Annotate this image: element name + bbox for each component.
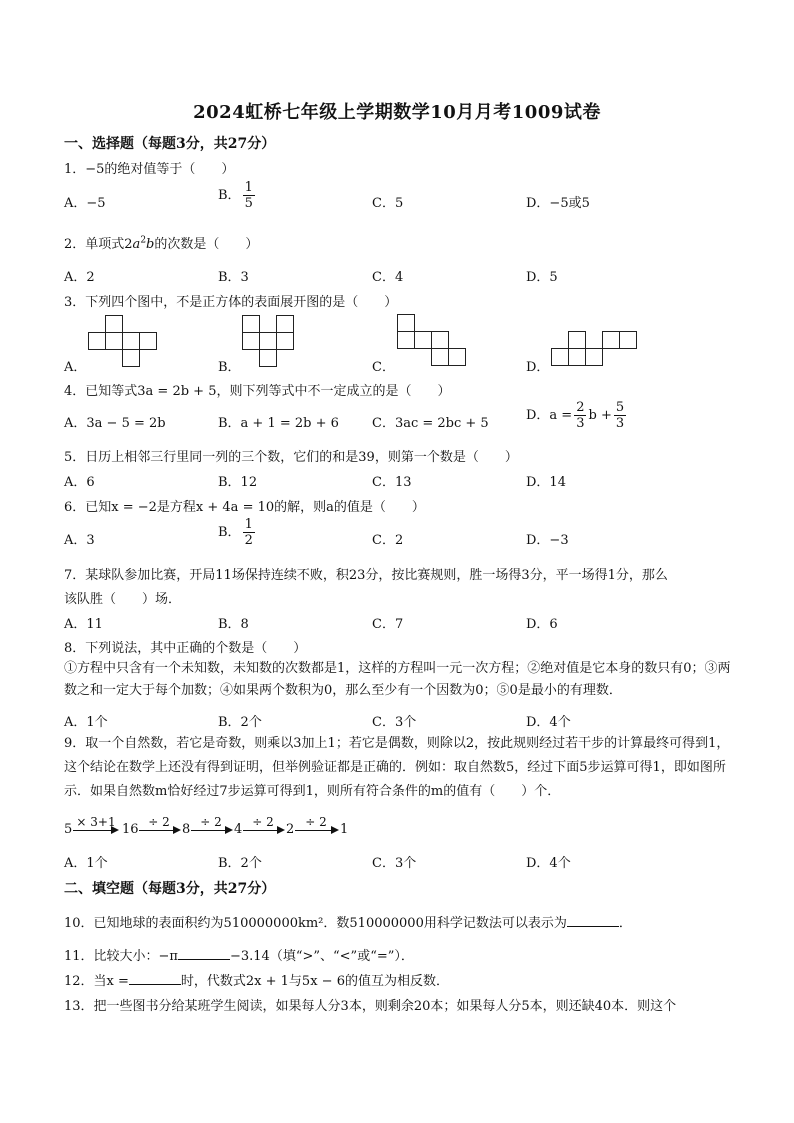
option-d-prefix: D．a = bbox=[526, 408, 573, 423]
question-1-option-a: A．−5 bbox=[64, 196, 106, 211]
q2-var-a: a bbox=[132, 237, 141, 252]
fraction-denominator: 2 bbox=[244, 533, 253, 548]
fraction bbox=[614, 400, 626, 431]
flow-arrow bbox=[295, 815, 337, 842]
question-7-line-2: 该队胜（ ）场． bbox=[64, 592, 182, 607]
question-1-option-c: C．5 bbox=[372, 196, 404, 211]
net-square bbox=[551, 348, 569, 366]
question-3-option-b: B． bbox=[218, 360, 241, 375]
q10-text: 10．已知地球的表面积约为510000000km²．数510000000用科学记数法可以表示为 bbox=[64, 916, 567, 931]
net-square bbox=[122, 332, 140, 350]
fraction-denominator: 3 bbox=[615, 416, 625, 431]
question-6-option-a: A．3 bbox=[64, 533, 95, 548]
fraction bbox=[243, 517, 255, 548]
question-6-option-d: D．−3 bbox=[526, 533, 569, 548]
question-3-option-c: C． bbox=[372, 360, 395, 375]
question-12 bbox=[64, 970, 449, 989]
option-d-mid: b + bbox=[588, 408, 612, 423]
question-4-option-a: A．3a − 5 = 2b bbox=[64, 416, 166, 431]
fraction-numerator: 1 bbox=[244, 180, 253, 195]
flow-number: 5 bbox=[64, 822, 73, 837]
flow-arrow bbox=[139, 815, 179, 842]
flow-operation: × 3+1 bbox=[76, 815, 116, 829]
q2-stem-pre: 2．单项式2 bbox=[64, 237, 133, 252]
flow-operation: ÷ 2 bbox=[200, 815, 222, 829]
question-7-option-d: D．6 bbox=[526, 617, 558, 632]
q10-end: ． bbox=[618, 916, 632, 931]
flow-number: 4 bbox=[234, 822, 243, 837]
net-square bbox=[448, 348, 466, 366]
question-11 bbox=[64, 945, 414, 964]
question-13: 13．把一些图书分给某班学生阅读，如果每人分3本，则剩余20本；如果每人分5本，则还缺40本．则这个 bbox=[64, 999, 677, 1014]
answer-blank[interactable] bbox=[178, 948, 230, 960]
flow-operation: ÷ 2 bbox=[305, 815, 327, 829]
q2-exponent: 2 bbox=[140, 235, 147, 246]
section-heading-fill-in: 二、填空题（每题3分，共27分） bbox=[64, 881, 276, 897]
question-8-stem: 8．下列说法，其中正确的个数是（ ） bbox=[64, 641, 307, 656]
net-square bbox=[242, 332, 260, 350]
net-square bbox=[431, 348, 449, 366]
section-heading-choice: 一、选择题（每题3分，共27分） bbox=[64, 136, 276, 152]
question-4-option-d bbox=[526, 400, 628, 431]
question-5-stem: 5．日历上相邻三行里同一列的三个数，它们的和是39，则第一个数是（ ） bbox=[64, 450, 518, 465]
net-square bbox=[242, 315, 260, 333]
question-2-stem bbox=[64, 233, 258, 252]
question-3-stem: 3．下列四个图中，不是正方体的表面展开图的是（ ） bbox=[64, 295, 398, 310]
net-square bbox=[568, 331, 586, 349]
question-9-option-d: D．4个 bbox=[526, 856, 571, 871]
net-square bbox=[122, 349, 140, 367]
net-square bbox=[139, 332, 157, 350]
question-7-option-a: A．11 bbox=[64, 617, 103, 632]
net-square bbox=[397, 314, 415, 332]
question-9-stem: 9．取一个自然数，若它是奇数，则乘以3加上1；若它是偶数，则除以2，按此规则经过若干步的计算最终可得到1，这个结论在数学上还没有得到证明，但举例验证都是正确的．例如：取自然数5，经过下面5步运算可得1，即如图所示．如果自然数m恰好经过7步运算可得到1，则所有符合条件的m的值有（ ）个． bbox=[64, 736, 730, 799]
net-square bbox=[414, 331, 432, 349]
fraction-denominator: 5 bbox=[244, 196, 253, 211]
question-9-option-c: C．3个 bbox=[372, 856, 417, 871]
fraction bbox=[574, 400, 586, 431]
question-2-option-b: B．3 bbox=[218, 270, 249, 285]
q2-var-b: b bbox=[146, 237, 155, 252]
net-square bbox=[568, 348, 586, 366]
flow-operation: ÷ 2 bbox=[252, 815, 274, 829]
flow-arrow bbox=[73, 815, 119, 842]
net-square bbox=[585, 348, 603, 366]
question-1-option-d: D．−5或5 bbox=[526, 196, 590, 211]
net-square bbox=[105, 332, 123, 350]
q11-end: −3.14（填“>”、“<”或“=”）． bbox=[229, 949, 414, 964]
question-5-option-d: D．14 bbox=[526, 475, 566, 490]
question-5-option-c: C．13 bbox=[372, 475, 412, 490]
question-8-option-c: C．3个 bbox=[372, 715, 417, 730]
answer-blank[interactable] bbox=[567, 915, 619, 927]
net-square bbox=[259, 349, 277, 367]
flow-arrow bbox=[243, 815, 283, 842]
question-5-option-b: B．12 bbox=[218, 475, 258, 490]
flow-operation: ÷ 2 bbox=[148, 815, 170, 829]
question-8-option-b: B．2个 bbox=[218, 715, 262, 730]
q11-text: 11．比较大小：−π bbox=[64, 949, 178, 964]
question-7-option-c: C．7 bbox=[372, 617, 404, 632]
option-b-prefix: B． bbox=[218, 525, 241, 540]
net-square bbox=[619, 331, 637, 349]
fraction bbox=[243, 180, 255, 211]
option-b-prefix: B． bbox=[218, 188, 241, 203]
net-square bbox=[276, 315, 294, 333]
q2-stem-post: 的次数是（ ） bbox=[154, 237, 259, 252]
net-square bbox=[431, 331, 449, 349]
question-3-option-a: A． bbox=[64, 360, 87, 375]
flow-number: 2 bbox=[286, 822, 295, 837]
collatz-flow-diagram bbox=[64, 815, 364, 842]
flow-arrow bbox=[191, 815, 231, 842]
net-square bbox=[259, 332, 277, 350]
question-8-option-d: D．4个 bbox=[526, 715, 571, 730]
q12-text: 12．当x = bbox=[64, 974, 129, 989]
fraction-denominator: 3 bbox=[576, 416, 585, 431]
question-4-option-c: C．3ac = 2bc + 5 bbox=[372, 416, 489, 431]
net-square bbox=[276, 332, 294, 350]
question-4-option-b: B．a + 1 = 2b + 6 bbox=[218, 416, 339, 431]
fraction-numerator: 1 bbox=[244, 517, 253, 532]
question-10 bbox=[64, 912, 632, 931]
net-square bbox=[602, 331, 620, 349]
question-6-stem: 6．已知x = −2是方程x + 4a = 10的解，则a的值是（ ） bbox=[64, 500, 425, 515]
question-9-option-b: B．2个 bbox=[218, 856, 262, 871]
question-5-option-a: A．6 bbox=[64, 475, 95, 490]
question-7-option-b: B．8 bbox=[218, 617, 249, 632]
question-3-option-d: D． bbox=[526, 360, 550, 375]
q12-end: 时，代数式2x + 1与5x − 6的值互为相反数． bbox=[180, 974, 449, 989]
question-9-option-a: A．1个 bbox=[64, 856, 108, 871]
question-2-option-d: D．5 bbox=[526, 270, 558, 285]
net-square bbox=[397, 331, 415, 349]
question-1-stem: 1．−5的绝对值等于（ ） bbox=[64, 162, 235, 177]
fraction-numerator: 5 bbox=[615, 400, 625, 415]
flow-number: 1 bbox=[340, 822, 349, 837]
flow-number: 8 bbox=[182, 822, 191, 837]
question-6-option-c: C．2 bbox=[372, 533, 404, 548]
flow-number: 16 bbox=[122, 822, 139, 837]
net-square bbox=[88, 332, 106, 350]
fraction-numerator: 2 bbox=[576, 400, 585, 415]
question-8-statements: ①方程中只含有一个未知数，未知数的次数都是1，这样的方程叫一元一次方程；②绝对值是它本身的数只有0；③两数之和一定大于每个加数；④如果两个数积为0，那么至少有一个因数为0；⑤0是最小的有理数． bbox=[64, 661, 731, 698]
question-7-line-1: 7．某球队参加比赛，开局11场保持连续不败，积23分，按比赛规则，胜一场得3分，平一场得1分，那么 bbox=[64, 568, 668, 583]
question-1-option-b bbox=[218, 180, 257, 211]
question-2-option-c: C．4 bbox=[372, 270, 404, 285]
answer-blank[interactable] bbox=[129, 973, 181, 985]
question-8-option-a: A．1个 bbox=[64, 715, 108, 730]
question-4-stem: 4．已知等式3a = 2b + 5，则下列等式中不一定成立的是（ ） bbox=[64, 384, 451, 399]
exam-title: 2024虹桥七年级上学期数学10月月考1009试卷 bbox=[193, 102, 601, 123]
question-6-option-b bbox=[218, 517, 257, 548]
net-square bbox=[105, 315, 123, 333]
question-2-option-a: A．2 bbox=[64, 270, 95, 285]
